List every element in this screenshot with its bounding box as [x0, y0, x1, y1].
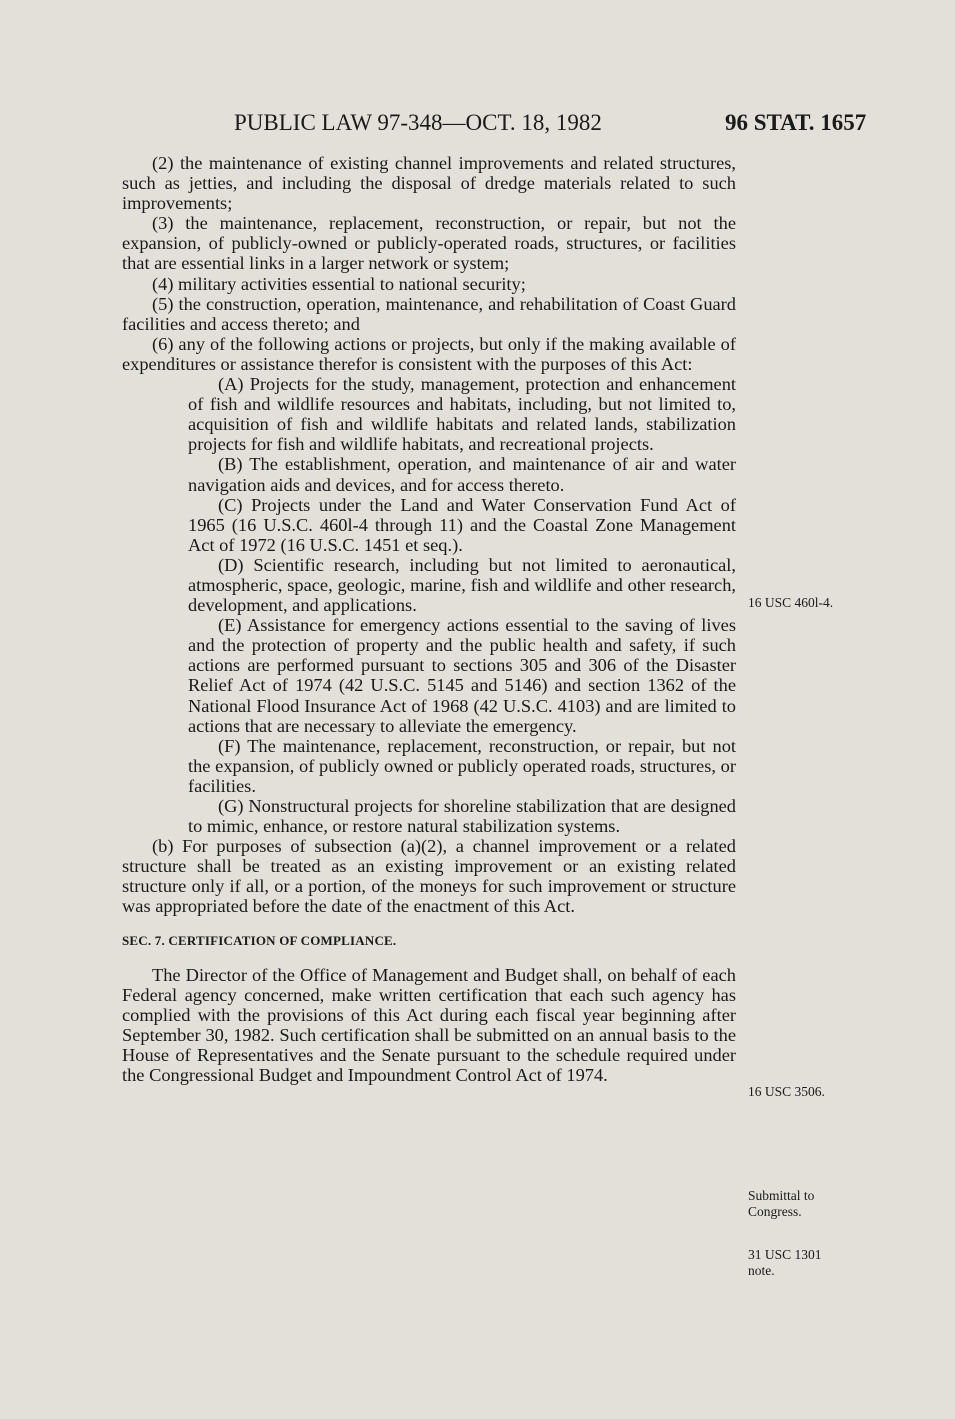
margin-note-usc-460l: 16 USC 460l-4. — [748, 595, 834, 610]
paragraph-a5: (5) the construction, operation, maintenance, and rehabilitation of Coast Guard facilities and access thereto; and — [122, 293, 736, 334]
subparagraph-e: (E) Assistance for emergency actions essential to the saving of lives and the protection of property and the public health and safety, if such actions are performed pursuant to sections 305 and 306 of the Disaster Relief Act of 1974 (42 U.S.C. 5145 and 5146) and section 1362 of the National Flood Insurance Act of 1968 (42 U.S.C. 4103) and are limited to actions that are necessary to alleviate the emergency. — [188, 615, 736, 736]
section-7-body: The Director of the Office of Management and Budget shall, on behalf of each Federal agency concerned, make written certification that each such agency has complied with the provisions of this Act during each fiscal year beginning after September 30, 1982. Such certification shall be submitted on an annual basis to the House of Representatives and the Senate pursuant to the schedule required under the Congressional Budget and Impoundment Control Act of 1974. — [122, 964, 736, 1086]
subparagraph-g: (G) Nonstructural projects for shoreline stabilization that are designed to mimic, enhance, or restore natural stabilization systems. — [188, 796, 736, 837]
paragraph-a4: (4) military activities essential to national security; — [152, 273, 526, 294]
margin-note-usc-1301: 31 USC 1301 note. — [748, 1247, 822, 1278]
subparagraph-c: (C) Projects under the Land and Water Conservation Fund Act of 1965 (16 U.S.C. 460l-4 through 11) and the Coastal Zone Management Act of 1972 (16 U.S.C. 1451 et seq.). — [188, 494, 736, 555]
paragraph-a2: (2) the maintenance of existing channel improvements and related structures, such as jetties, and including the disposal of dredge materials related to such improvements; — [122, 153, 736, 214]
subparagraph-d: (D) Scientific research, including but not limited to aeronautical, atmospheric, space, geologic, marine, fish and wildlife and other research, development, and applications. — [188, 554, 736, 616]
margin-note-usc-3506: 16 USC 3506. — [748, 1084, 825, 1099]
paragraph-b: (b) For purposes of subsection (a)(2), a channel improvement or a related structure shall be treated as an existing improvement or an existing related structure only if all, or a portion, of the moneys for such improvement or structure was appropriated before the date of the enactment of this Act. — [122, 836, 736, 917]
subparagraph-a: (A) Projects for the study, management, protection and enhancement of fish and wildlife resources and habitats, including, but not limited to, acquisition of fish and wildlife habitats and related lands, stabilization projects for fish and wildlife habitats, and recreational projects. — [188, 374, 736, 455]
section-7-heading: SEC. 7. CERTIFICATION OF COMPLIANCE. — [122, 932, 397, 948]
paragraph-a3: (3) the maintenance, replacement, reconstruction, or repair, but not the expansion, of publicly-owned or publicly-operated roads, structures, or facilities that are essential links in a larger network or system; — [122, 213, 736, 274]
page-header-title: PUBLIC LAW 97-348—OCT. 18, 1982 — [234, 110, 602, 135]
body-text — [122, 153, 736, 1085]
page-header-stat: 96 STAT. 1657 — [725, 110, 867, 135]
margin-note-submittal: Submittal to Congress. — [748, 1188, 815, 1219]
subparagraph-b: (B) The establishment, operation, and maintenance of air and water navigation aids and devices, and for access thereto. — [188, 454, 736, 495]
paragraph-a6: (6) any of the following actions or projects, but only if the making available of expenditures or assistance therefor is consistent with the purposes of this Act: — [122, 333, 736, 374]
subparagraph-f: (F) The maintenance, replacement, reconstruction, or repair, but not the expansion, of publicly owned or publicly operated roads, structures, or facilities. — [188, 735, 736, 796]
